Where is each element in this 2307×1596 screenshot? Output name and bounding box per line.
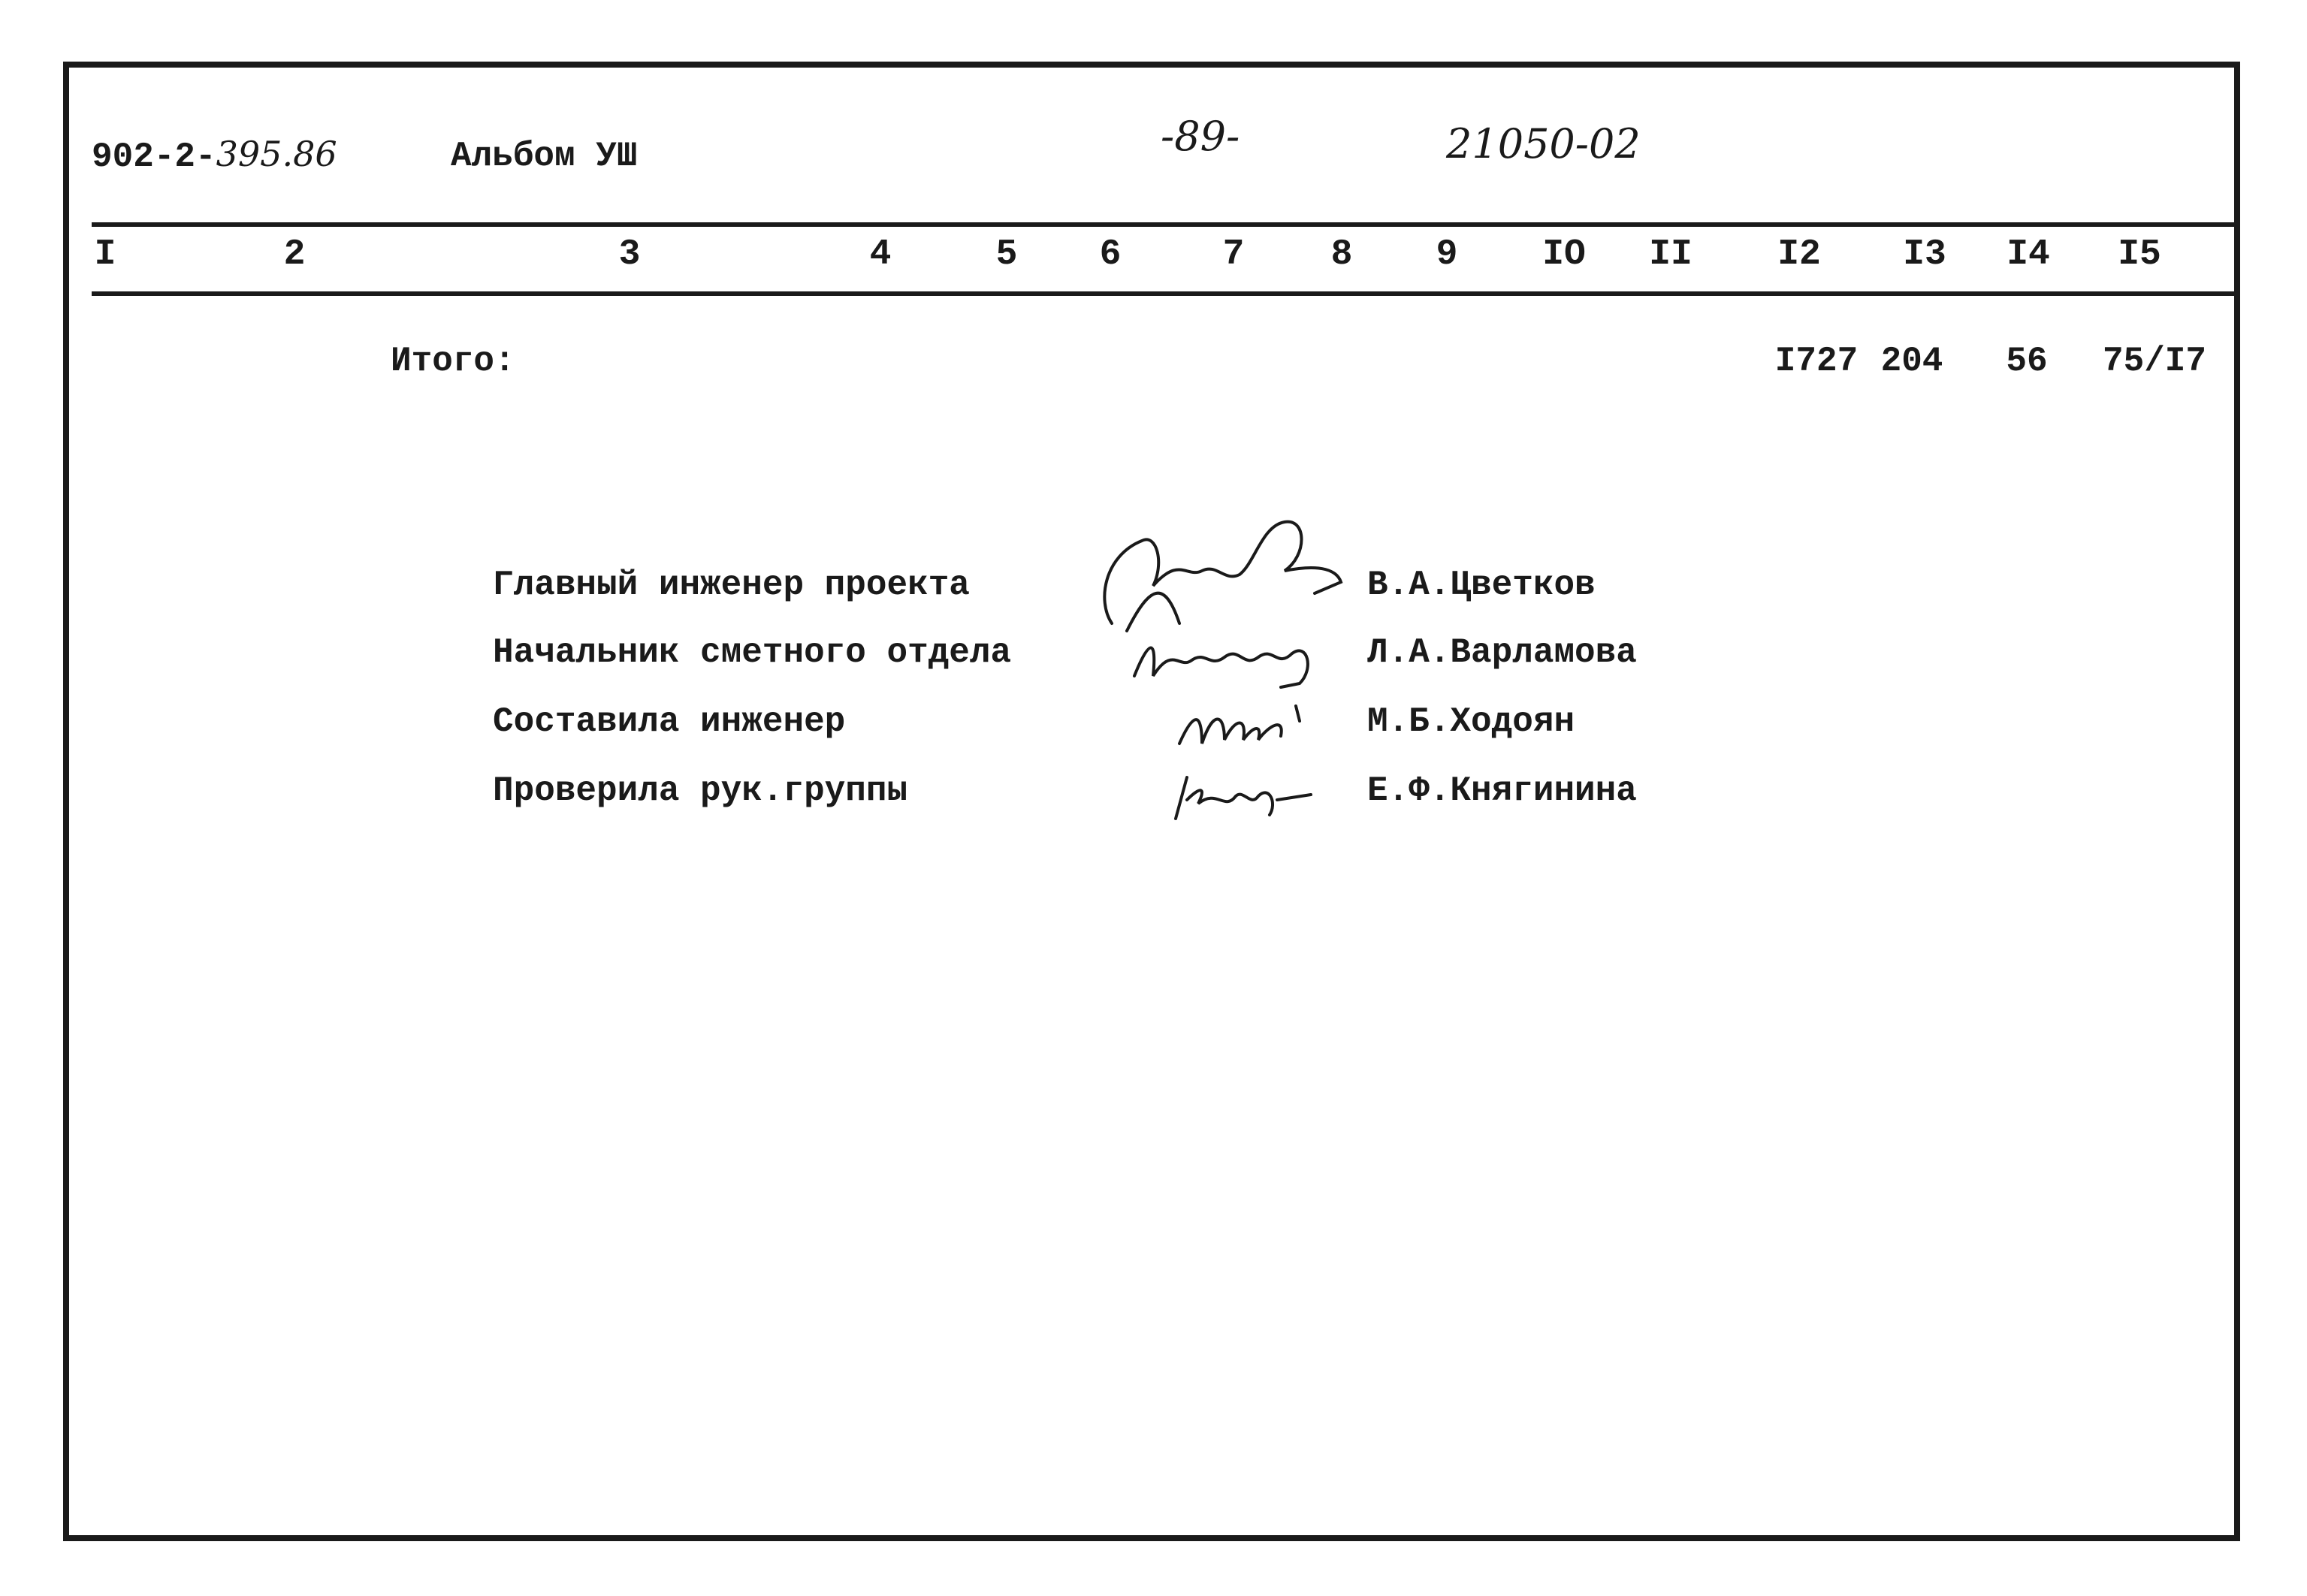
table-top-rule — [92, 222, 2240, 227]
signature-scrawl — [1082, 511, 1367, 638]
signatory-name: Л.А.Варламова — [1367, 633, 1637, 672]
signatory-name: В.А.Цветков — [1367, 566, 1596, 605]
column-number: I — [94, 234, 116, 275]
doc-code — [92, 134, 337, 176]
signature-role: Главный инженер проекта — [493, 566, 970, 605]
doc-code-handwritten: 395.86 — [216, 134, 337, 174]
column-number: 4 — [869, 234, 892, 275]
column-number: I5 — [2118, 234, 2161, 275]
signatory-name: Е.Ф.Княгинина — [1367, 771, 1637, 810]
signature-scrawl — [1119, 623, 1330, 691]
column-number: 9 — [1436, 234, 1458, 275]
signatory-name: М.Б.Ходоян — [1367, 702, 1575, 741]
column-number: 7 — [1222, 234, 1245, 275]
column-number: 8 — [1330, 234, 1353, 275]
signature-role: Составила инженер — [493, 702, 846, 741]
column-number: II — [1649, 234, 1693, 275]
signature-role: Проверила рук.группы — [493, 771, 908, 810]
total-col13: 204 — [1880, 342, 1943, 381]
page-frame — [63, 62, 2240, 1541]
column-number: I3 — [1903, 234, 1946, 275]
column-number: I2 — [1777, 234, 1821, 275]
column-number: 5 — [995, 234, 1018, 275]
page-number: -89- — [1161, 113, 1240, 160]
total-col12: I727 — [1774, 342, 1859, 381]
totals-label: Итого: — [391, 342, 515, 381]
order-number: 21050-02 — [1446, 120, 1641, 167]
total-col14: 56 — [2006, 342, 2048, 381]
table-header-rule — [92, 291, 2240, 296]
signature-scrawl — [1164, 766, 1315, 826]
column-number: I4 — [2007, 234, 2050, 275]
column-number: 2 — [283, 234, 306, 275]
column-number: IO — [1542, 234, 1586, 275]
total-col15: 75/I7 — [2102, 342, 2207, 381]
signature-role: Начальник сметного отдела — [493, 633, 1012, 672]
signature-scrawl — [1172, 695, 1322, 755]
column-number: 3 — [618, 234, 641, 275]
album-label: Альбом УШ — [451, 137, 638, 176]
column-number: 6 — [1099, 234, 1122, 275]
doc-code-printed: 902-2- — [92, 137, 216, 176]
